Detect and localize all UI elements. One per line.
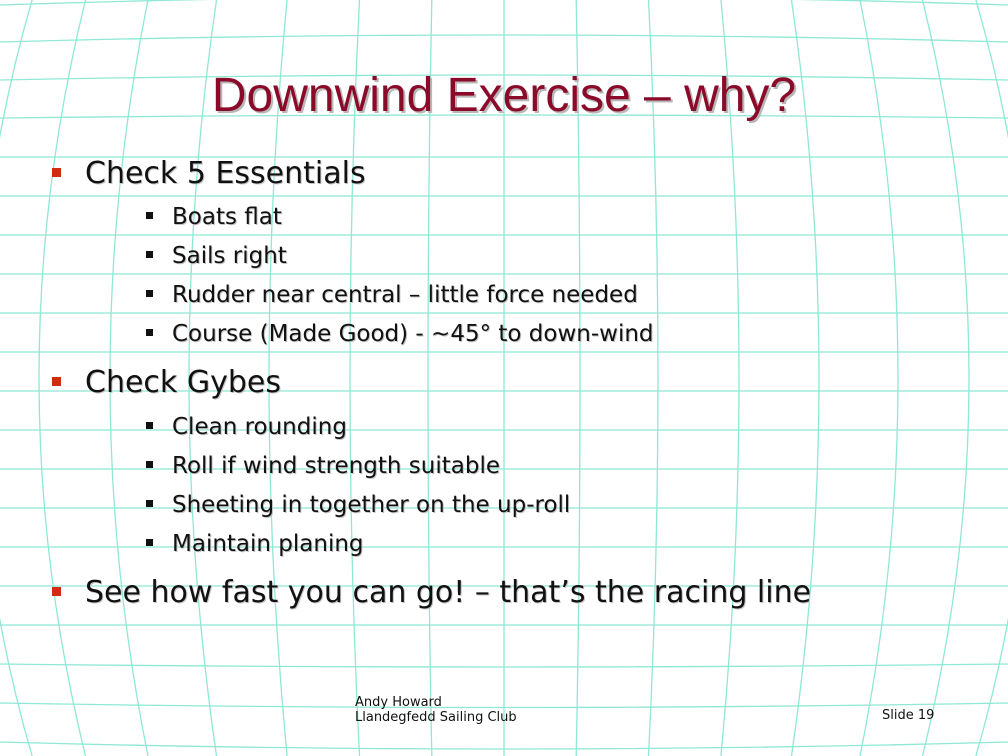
footer-club: Llandegfedd Sailing Club xyxy=(355,710,517,725)
slide-title: Downwind Exercise – why? xyxy=(211,69,797,122)
sub-bullet: Course (Made Good) - ~45° to down-wind xyxy=(146,321,654,347)
bullet-marker-icon xyxy=(52,168,61,177)
sub-bullet: Boats flat xyxy=(146,204,282,230)
sub-bullet-marker-icon xyxy=(146,539,153,546)
footer-author-block xyxy=(355,695,517,725)
sub-bullet: Sails right xyxy=(146,243,287,269)
sub-bullet-marker-icon xyxy=(146,329,153,336)
sub-bullet-marker-icon xyxy=(146,500,153,507)
bullet-text: See how fast you can go! – that’s the racing line xyxy=(85,575,812,610)
bullet-text: Check 5 Essentials xyxy=(85,156,366,191)
sub-bullet: Clean rounding xyxy=(146,414,347,440)
sub-bullet: Maintain planing xyxy=(146,531,364,557)
sub-bullet-marker-icon xyxy=(146,290,153,297)
bullet-marker-icon xyxy=(52,587,61,596)
bullet-marker-icon xyxy=(52,377,61,386)
sub-bullet: Sheeting in together on the up-roll xyxy=(146,492,570,518)
footer-author: Andy Howard xyxy=(355,695,442,710)
sub-bullet: Roll if wind strength suitable xyxy=(146,453,500,479)
sub-bullet-marker-icon xyxy=(146,212,153,219)
bullet-check-5-essentials xyxy=(52,156,366,191)
sub-bullet-marker-icon xyxy=(146,422,153,429)
sub-bullet: Rudder near central – little force needed xyxy=(146,282,638,308)
sub-bullet-marker-icon xyxy=(146,461,153,468)
slide-number: Slide 19 xyxy=(882,708,935,723)
bullet-text: Check Gybes xyxy=(85,365,281,400)
sub-bullet-marker-icon xyxy=(146,251,153,258)
bullet-racing-line xyxy=(52,575,811,610)
bullet-check-gybes xyxy=(52,365,281,400)
